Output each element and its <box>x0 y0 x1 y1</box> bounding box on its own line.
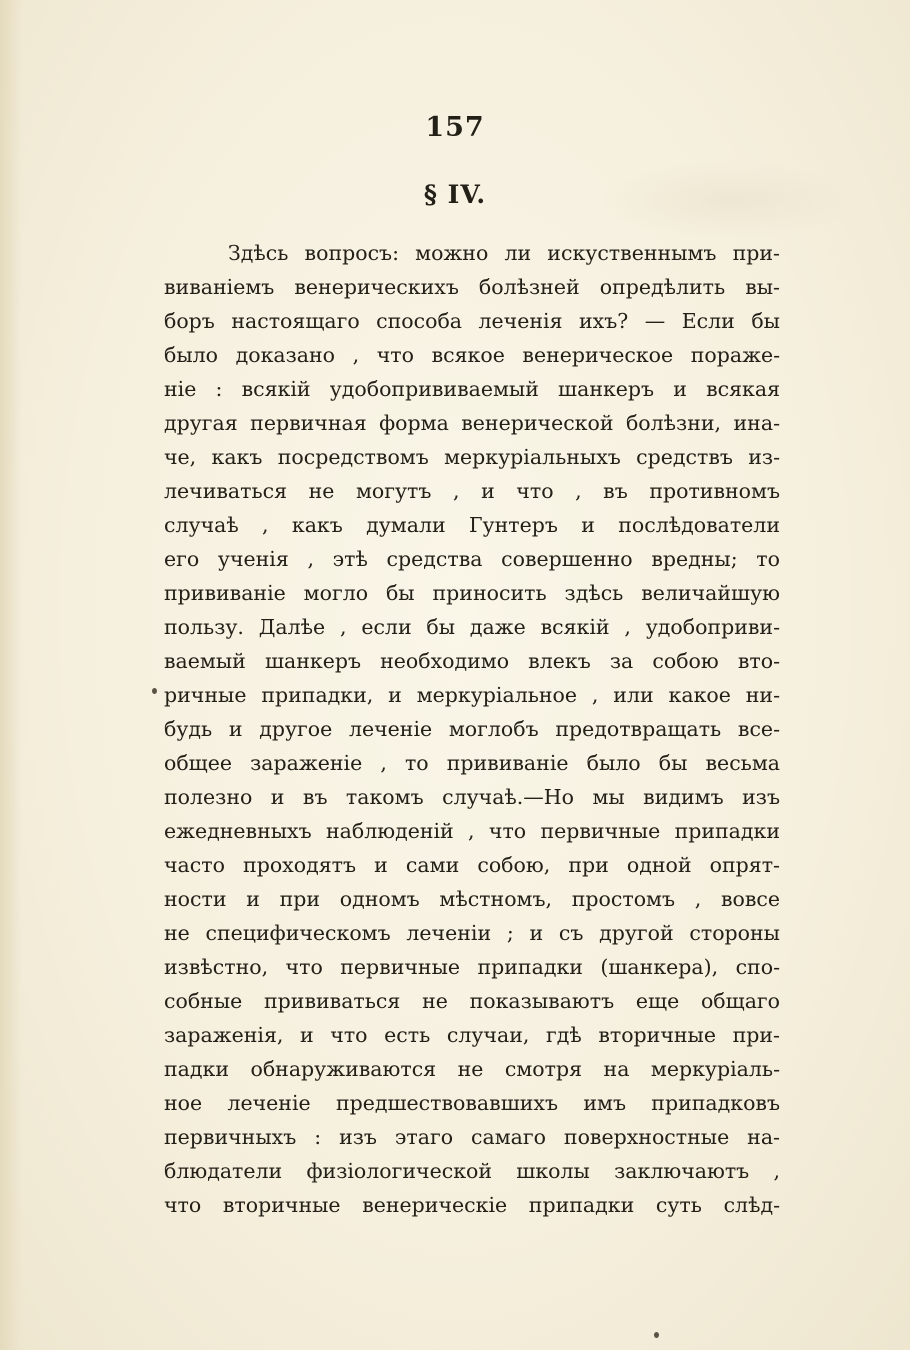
text-line: виваніемъ венерическихъ болѣзней опредѣлить вы- <box>164 275 780 299</box>
text-line: собные прививаться не показываютъ еще общаго <box>164 989 780 1013</box>
ink-speck <box>654 1332 659 1338</box>
text-line: часто проходятъ и сами собою, при одной опрят- <box>164 853 780 877</box>
text-line: боръ настоящаго способа леченія ихъ? — Если бы <box>164 309 780 333</box>
text-line: блюдатели физіологической школы заключаютъ , <box>164 1159 780 1183</box>
text-line: общее зараженіе , то прививаніе было бы весьма <box>164 751 780 775</box>
text-line: ности и при одномъ мѣстномъ, простомъ , вовсе <box>164 887 780 911</box>
text-line: будь и другое леченіе моглобъ предотвращать все- <box>164 717 780 741</box>
text-line: падки обнаруживаются не смотря на меркуріаль- <box>164 1057 780 1081</box>
text-line: было доказано , что всякое венерическое пораже- <box>164 343 780 367</box>
text-line: че, какъ посредствомъ меркуріальныхъ средствъ из- <box>164 445 780 469</box>
page-number: 157 <box>425 112 485 143</box>
text-line: не специфическомъ леченіи ; и съ другой стороны <box>164 921 780 945</box>
text-line: его ученія , этѣ средства совершенно вредны; то <box>164 547 780 571</box>
text-line: извѣстно, что первичные припадки (шанкера), спо- <box>164 955 780 979</box>
text-line: лечиваться не могутъ , и что , въ противномъ <box>164 479 780 503</box>
text-line: ежедневныхъ наблюденій , что первичные припадки <box>164 819 780 843</box>
text-line: пользу. Далѣе , если бы даже всякій , удобоприви- <box>164 615 780 639</box>
text-line: Здѣсь вопросъ: можно ли искуственнымъ при- <box>228 241 780 265</box>
text-line: ричные припадки, и меркуріальное , или какое ни- <box>164 683 780 707</box>
section-title: § IV. <box>423 180 487 209</box>
body-text <box>164 236 780 1222</box>
text-line: что вторичные венерическіе припадки суть слѣд- <box>164 1193 780 1217</box>
text-line: ніе : всякій удобопрививаемый шанкеръ и всякая <box>164 377 780 401</box>
text-line: полезно и въ такомъ случаѣ.—Но мы видимъ изъ <box>164 785 780 809</box>
text-line: прививаніе могло бы приносить здѣсь величайшую <box>164 581 780 605</box>
text-line: случаѣ , какъ думали Гунтеръ и послѣдователи <box>164 513 780 537</box>
text-line: зараженія, и что есть случаи, гдѣ вторичные при- <box>164 1023 780 1047</box>
ink-speck <box>152 688 157 694</box>
text-line: ное леченіе предшествовавшихъ имъ припадковъ <box>164 1091 780 1115</box>
text-line: другая первичная форма венерической болѣзни, ина- <box>164 411 780 435</box>
text-line: ваемый шанкеръ необходимо влекъ за собою вто- <box>164 649 780 673</box>
text-line: первичныхъ : изъ этаго самаго поверхностные на- <box>164 1125 780 1149</box>
